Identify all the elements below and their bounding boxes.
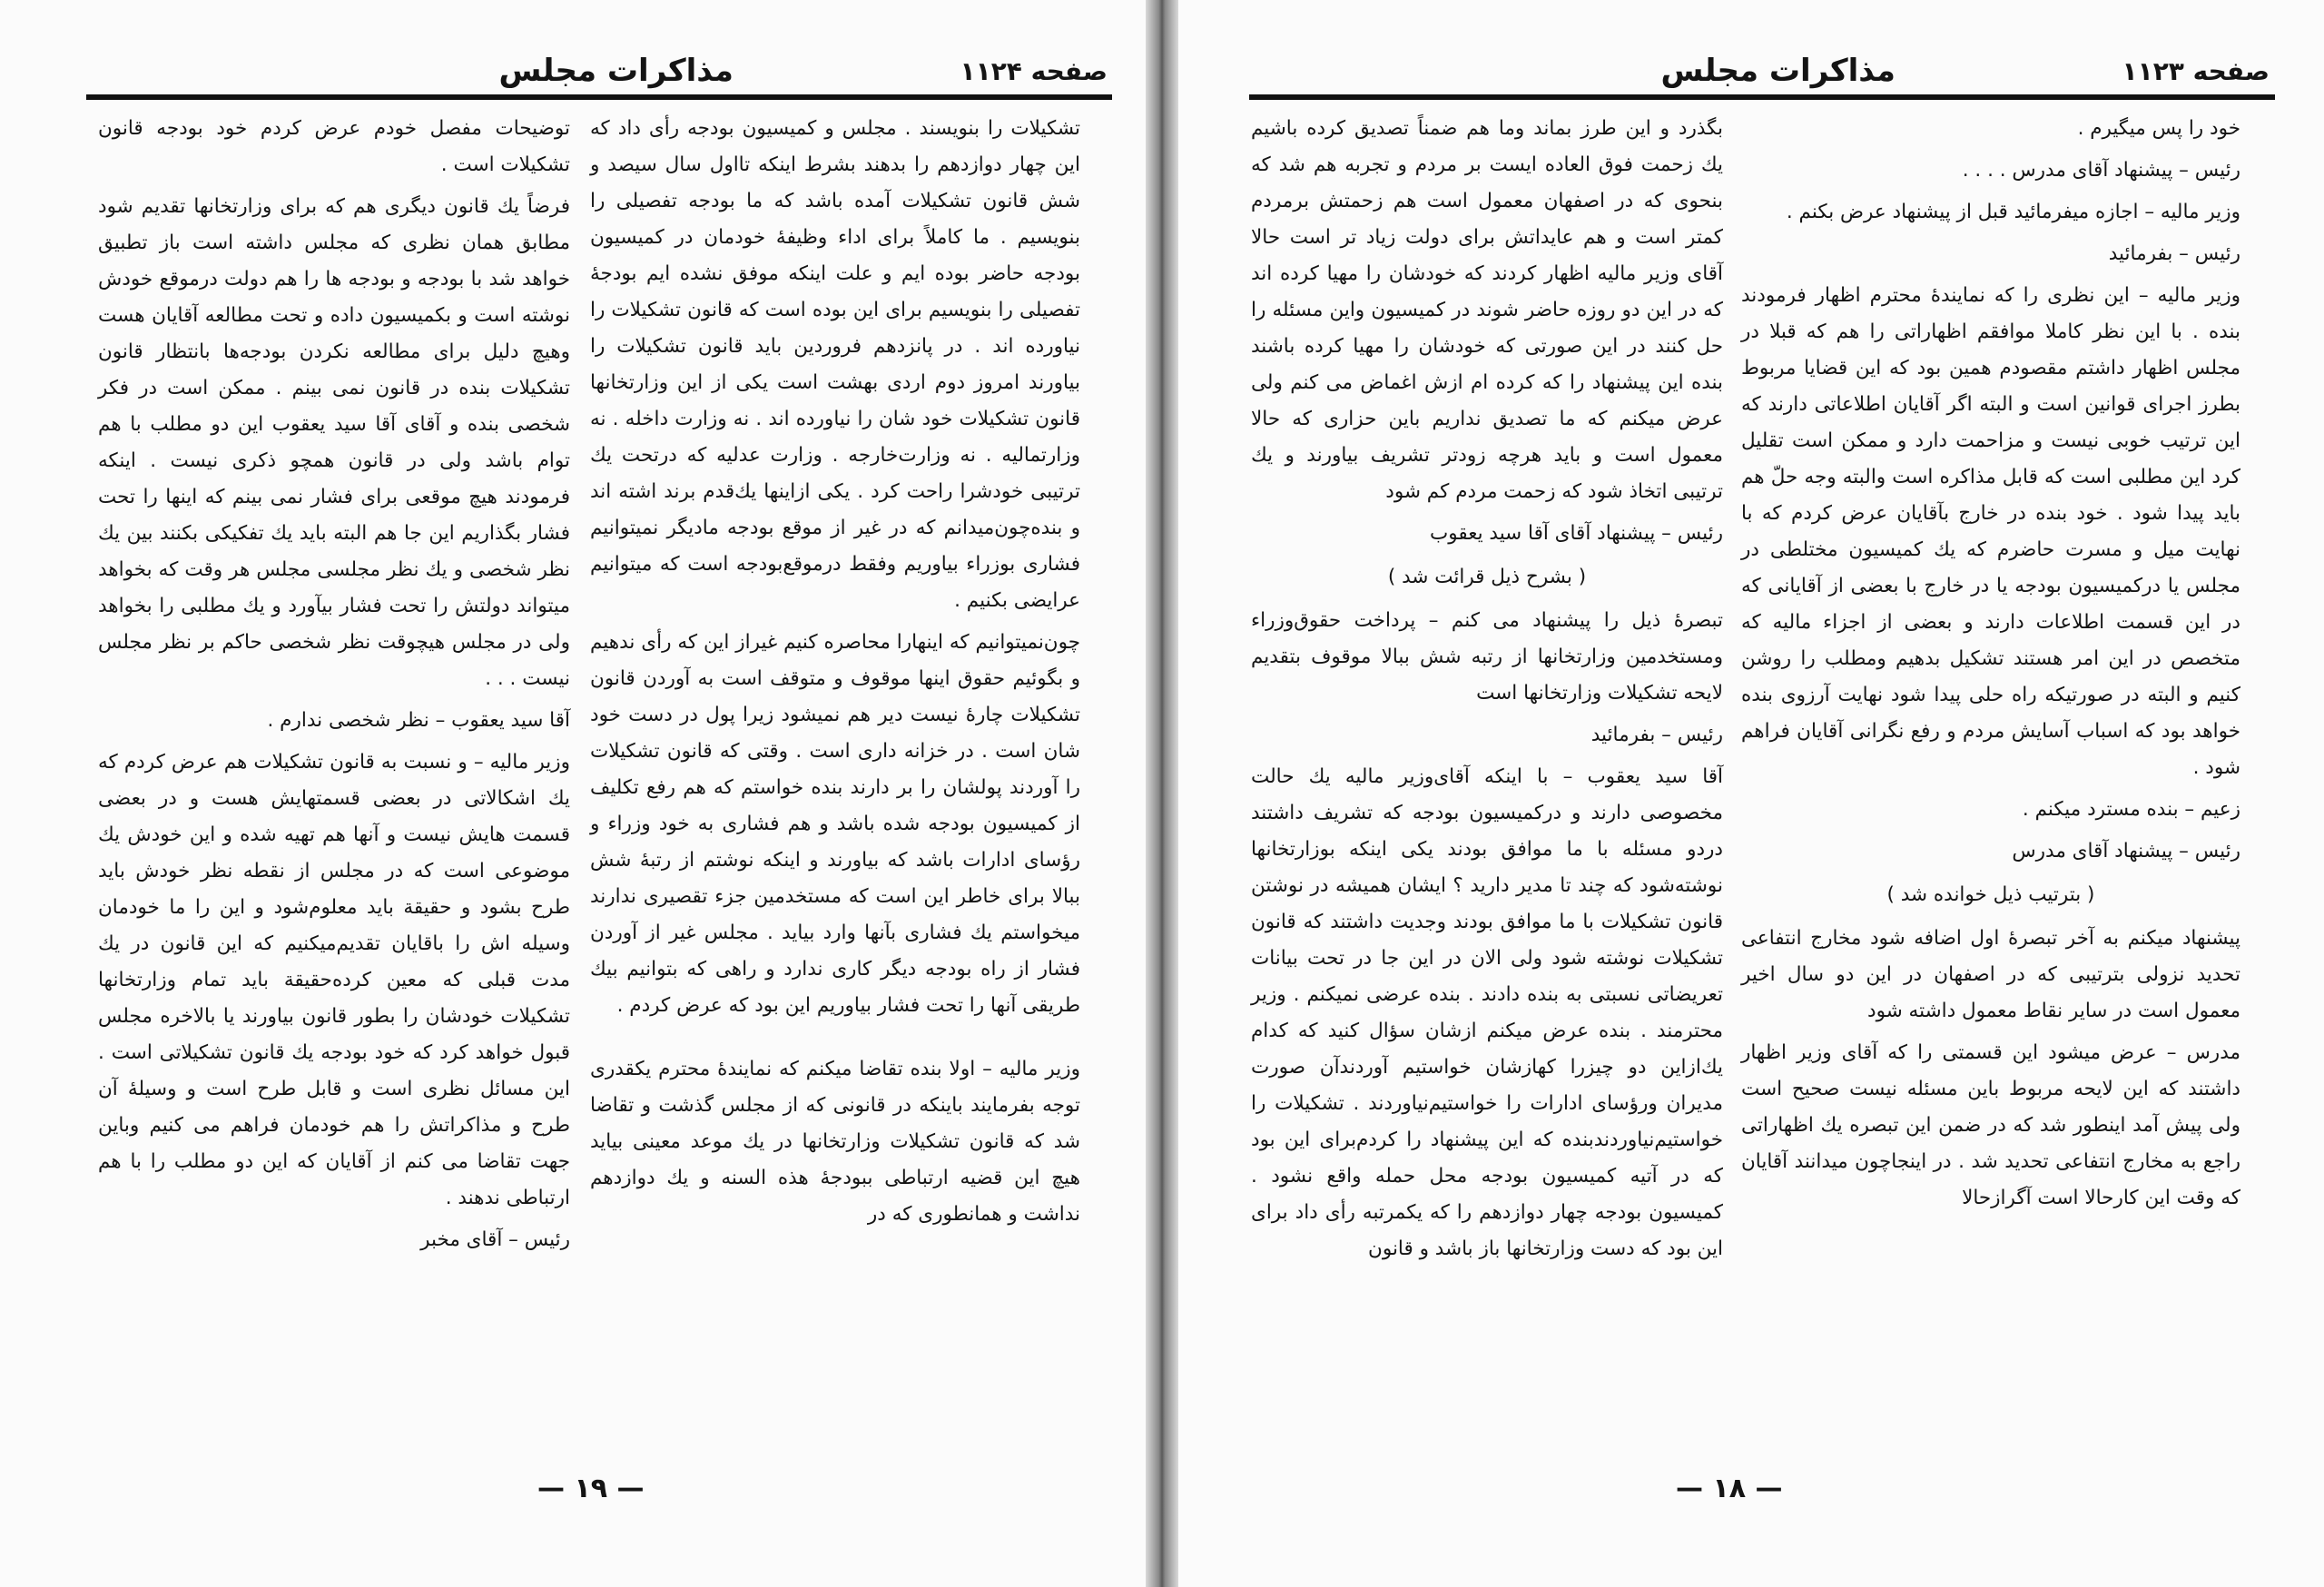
book-gutter [1146, 0, 1178, 1587]
paragraph: وزیر مالیه – و نسبت به قانون تشکیلات هم عرض کردم که یك اشکالاتی در بعضی قسمتهایش هست و در بعضی قسمت هایش نیست و آنها هم تهیه شده و این خودش یك موضوعی است که در مجلس از نقطه نظر خودش باید طرح بشود و حقیقة باید معلوم‌شود و این را ما خودمان وسیله اش را باقایان تقدیم‌میکنیم که این قانون در یك مدت قبلی که معین کرده‌حقیقة باید تمام وزارتخانها تشکیلات خودشان را بطور قانون بیاورند یا بالاخره مجلس قبول خواهد کرد که خود بودجه یك قانون تشکیلاتی است . این مسائل نظری است و قابل طرح است و وسیلهٔ آن طرح و مذاکراتش را هم خودمان فراهم می کنیم وباین جهت تقاضا می کنم از آقایان که این دو مطلب را با هم ارتباطی ندهند . [98, 751, 570, 1209]
right-page-header [1253, 45, 2270, 96]
left-header-page-label: صفحه ۱۱۲۴ [960, 55, 1108, 86]
right-page [1178, 0, 2324, 1587]
paragraph: آقا سید یعقوب – با اینکه آقای‌وزیر مالیه یك حالت مخصوصی دارند و درکمیسیون بودجه که تشریف داشتند دردو مسئله با ما موافق بودند یکی اینکه بوزارتخانها نوشته‌شود که چند تا مدیر دارید ؟ ایشان همیشه در نوشتن قانون تشکیلات با ما موافق بودند وجدیت داشتند که قانون تشکیلات نوشته شود ولی الان در این جا در تحت بیانات تعریضاتی نسبتی به بنده دادند . بنده عرضی نمیکنم . وزیر محترمند . بنده عرض میکنم ازشان سؤال کنید که کدام یك‌ازاین دو چیزرا کهازشان خواستیم آوردندآن صورت مدیران ورؤسای ادارات را خواستیم‌نیاوردند . تشکیلات را خواستیم‌نیاوردند‌بنده که این پیشنهاد را کردم‌برای این بود که در آتیه کمیسیون بودجه محل حمله واقع نشود . کمیسیون بودجه چهار دوازدهم را که یکمرتبه رأی داد برای این بود که دست وزارتخانها باز باشد و قانون [1251, 765, 1723, 1260]
left-page [0, 0, 1146, 1587]
paragraph: وزیر مالیه – این نظری را که نمایندهٔ محترم اظهار فرمودند بنده . با این نظر کاملا موافقم اظهاراتی را هم که قبلا در مجلس اظهار داشتم مقصودم همین بود که این قضایا مربوط بطرز اجرای قوانین است و البته اگر آقایان اطلاعاتی دارند که این ترتیب خوبی نیست و مزاحمت دارد و ممکن است تقلیل کرد این مطلبی است که قابل مذاکره است والبته وجه حلّ هم باید پیدا شود . خود بنده در خارج بآقایان عرض کردم که با نهایت میل و مسرت حاضرم که یك کمیسیون مختلطی در مجلس یا درکمیسیون بودجه یا در خارج با بعضی از آقایانی که در این قسمت اطلاعات دارند و بعضی از اجزاء مالیه که متخصص در این امر هستند تشکیل بدهیم ومطلب را روشن کنیم و البته در صورتیکه راه حلی پیدا شود نهایت آرزوی بنده خواهد بود که اسباب آسایش مردم و رفع نگرانی آقایان فراهم شود . [1741, 284, 2240, 779]
paragraph: توضیحات مفصل خودم عرض کردم خود بودجه قانون تشکیلات است . [98, 117, 570, 176]
paragraph: آقا سید یعقوب – نظر شخصی ندارم . [267, 709, 570, 732]
paragraph: تشکیلات را بنویسند . مجلس و کمیسیون بودجه رأی داد که این چهار دوازدهم را بدهند بشرط اینکه تااول سال سیصد و شش قانون تشکیلات آمده باشد که ما بودجه تفصیلی را بنویسیم . ما کاملاً برای اداء وظیفهٔ خودمان در کمیسیون بودجه حاضر بوده ایم و علت اینکه موفق نشده ایم بودجهٔ تفصیلی را بنویسیم برای این بوده است که قانون تشکیلات را نیاورده اند . در پانزدهم فروردین باید قانون تشکیلات را بیاورند امروز دوم اردی بهشت است یکی از این وزارتخانها قانون تشکیلات خود شان را نیاورده اند . نه وزارت داخله . نه وزارتمالیه . نه وزارت‌خارجه . وزارت عدلیه که درتحت یك ترتیبی خودشرا راحت کرد . یکی ازاینها یك‌قدم برند اشته اند و بنده‌چون‌میدانم که در غیر از موقع بودجه مادیگر نمیتوانیم فشاری بوزراء بیاوریم وفقط درموقع‌بودجه است که میتوانیم عرایضی بکنیم . [590, 117, 1080, 612]
left-page-number: — ۱۹ — [537, 1473, 645, 1504]
right-page-left-column [1251, 111, 1723, 1273]
speaker-line: رئیس – پیشنهاد آقای مدرس [2012, 840, 2240, 862]
paragraph: وزیر مالیه – اجازه میفرمائید قبل از پیشنهاد عرض بکنم . [1786, 201, 2240, 223]
paragraph: مدرس – عرض میشود این قسمتی را که آقای وزیر اظهار داشتند که این لایحه مربوط باین مسئله نیست صحیح است ولی پیش آمد اینطور شد که در ضمن این تبصره یك اظهاراتی راجع به مخارج انتفاعی تحدید شد . در اینجاچون میدانند آقایان که وقت این کارحالا است آگرازحالا [1741, 1041, 2240, 1209]
right-header-rule [1249, 94, 2275, 100]
paragraph: تبصرهٔ ذیل را پیشنهاد می کنم – پرداخت حقوق‌وزراء ومستخدمین وزارتخانها از رتبه شش ببالا موقوف بتقدیم لایحه تشکیلات وزارتخانها است [1251, 609, 1723, 705]
paragraph: بگذرد و این طرز بماند وما هم ضمناً تصدیق کرده باشیم یك زحمت فوق العاده ایست بر مردم و تجربه هم شد که بنحوی که در اصفهان معمول است هم زحمتش برمردم کمتر است و هم عایداتش برای دولت زیاد تر است حالا آقای وزیر مالیه اظهار کردند که خودشان را مهیا کرده اند که در این دو روزه حاضر شوند در کمیسیون واین مسئله را حل کنند در این صورتی که خودشان را مهیا کرده باشند بنده این پیشنهاد را که کرده ام ازش اغماض می کنم ولی عرض میکنم که ما تصدیق نداریم باین حزاری که حالا معمول است و باید هرچه زودتر تشریف بیاورند و یك ترتیبی اتخاذ شود که زحمت مردم کم شود [1251, 117, 1723, 503]
paragraph: خود را پس میگیرم . [2077, 117, 2240, 140]
speaker-line: رئیس – آقای مخبر [420, 1228, 570, 1251]
right-page-right-column [1741, 111, 2240, 1222]
speaker-line: رئیس – بفرمائید [1590, 724, 1723, 746]
left-header-rule [86, 94, 1112, 100]
paragraph: وزیر مالیه – اولا بنده تقاضا میکنم که نمایندهٔ محترم یکقدری توجه بفرمایند باینکه در قانونی که از مجلس گذشت و تقاضا شد که قانون تشکیلات وزارتخانها در یك موعد معینی بیاید هیچ این قضیه ارتباطی ببودجهٔ هذه السنه و یك دوازدهم نداشت و همانطوری که در [590, 1058, 1080, 1226]
speaker-line: رئیس – بفرمائید [2108, 242, 2240, 265]
speaker-line: رئیس – پیشنهاد آقای مدرس . . . . [1962, 159, 2240, 182]
left-page-left-column [98, 111, 570, 1264]
left-page-header [91, 45, 1108, 96]
paragraph: فرضاً یك قانون دیگری هم که برای وزارتخانها تقدیم شود مطابق همان نظری که مجلس داشته است باز تطبیق خواهد شد با بودجه و بودجه ها را هم دولت درموقع خودش نوشته است و بکمیسیون داده و تحت مطالعه آقایان هست وهیچ دلیل برای مطالعه نکردن بودجه‌ها بانتظار قانون تشکیلات بنده در قانون نمی بینم . ممکن است در فکر شخصی بنده و آقای آقا سید یعقوب این دو مطلب با هم توام باشد ولی در قانون همچو ذکری نیست . اینکه فرمودند هیچ موقعی برای فشار نمی بینم که اینها را تحت فشار بگذاریم این جا هم البته باید یك تفکیکی بکنند بین یك نظر شخصی و یك نظر مجلسی مجلس هر وقت که بخواهد میتواند دولتش را تحت فشار بیآورد و یك مطلبی را بخواهد ولی در مجلس هیچوقت نظر شخصی حاکم بر نظر مجلس نیست . . . [98, 195, 570, 690]
paragraph: چون‌نمیتوانیم که اینهارا محاصره کنیم غیراز این که رأی ندهیم و بگوئیم حقوق اینها موقوف و متوقف است به آوردن قانون تشکیلات چارهٔ نیست دیر هم نمیشود زیرا پول در دست خود شان است . در خزانه داری است . وقتی که قانون تشکیلات را آوردند پولشان را بر دارند بنده خواستم که هم رفع تکلیف از کمیسیون بودجه شده باشد و هم فشاری به خود وزراء و رؤسای ادارات باشد که بیاورند و اینکه نوشتم از رتبهٔ شش ببالا برای خاطر این است که مستخدمین جزء تقصیری ندارند میخواستم یك فشاری بآنها وارد بیاید . مجلس غیر از آوردن فشار از راه بودجه دیگر کاری ندارد و راهی که بتوانیم بیك طریقی آنها را تحت فشار بیاوریم این بود که عرض کردم . [590, 631, 1080, 1017]
right-header-title: مذاکرات مجلس [1660, 53, 1896, 89]
speaker-line: رئیس – پیشنهاد آقای آقا سید یعقوب [1430, 522, 1723, 545]
left-header-title: مذاکرات مجلس [498, 53, 734, 89]
stage-direction: ( بترتیب ذیل خوانده شد ) [1886, 883, 2095, 906]
right-page-number: — ۱۸ — [1676, 1473, 1783, 1504]
left-page-right-column [590, 111, 1080, 1238]
speaker-line: زعیم – بنده مسترد میکنم . [2022, 798, 2240, 821]
right-header-page-label: صفحه ۱۱۲۳ [2122, 55, 2270, 86]
stage-direction: ( بشرح ذیل قرائت شد ) [1387, 566, 1587, 588]
paragraph: پیشنهاد میکنم به آخر تبصرهٔ اول اضافه شود مخارج انتفاعی تحدید نزولی بترتیبی که در اصفهان در این دو سال اخیر معمول است در سایر نقاط معمول داشته شود [1741, 927, 2240, 1022]
